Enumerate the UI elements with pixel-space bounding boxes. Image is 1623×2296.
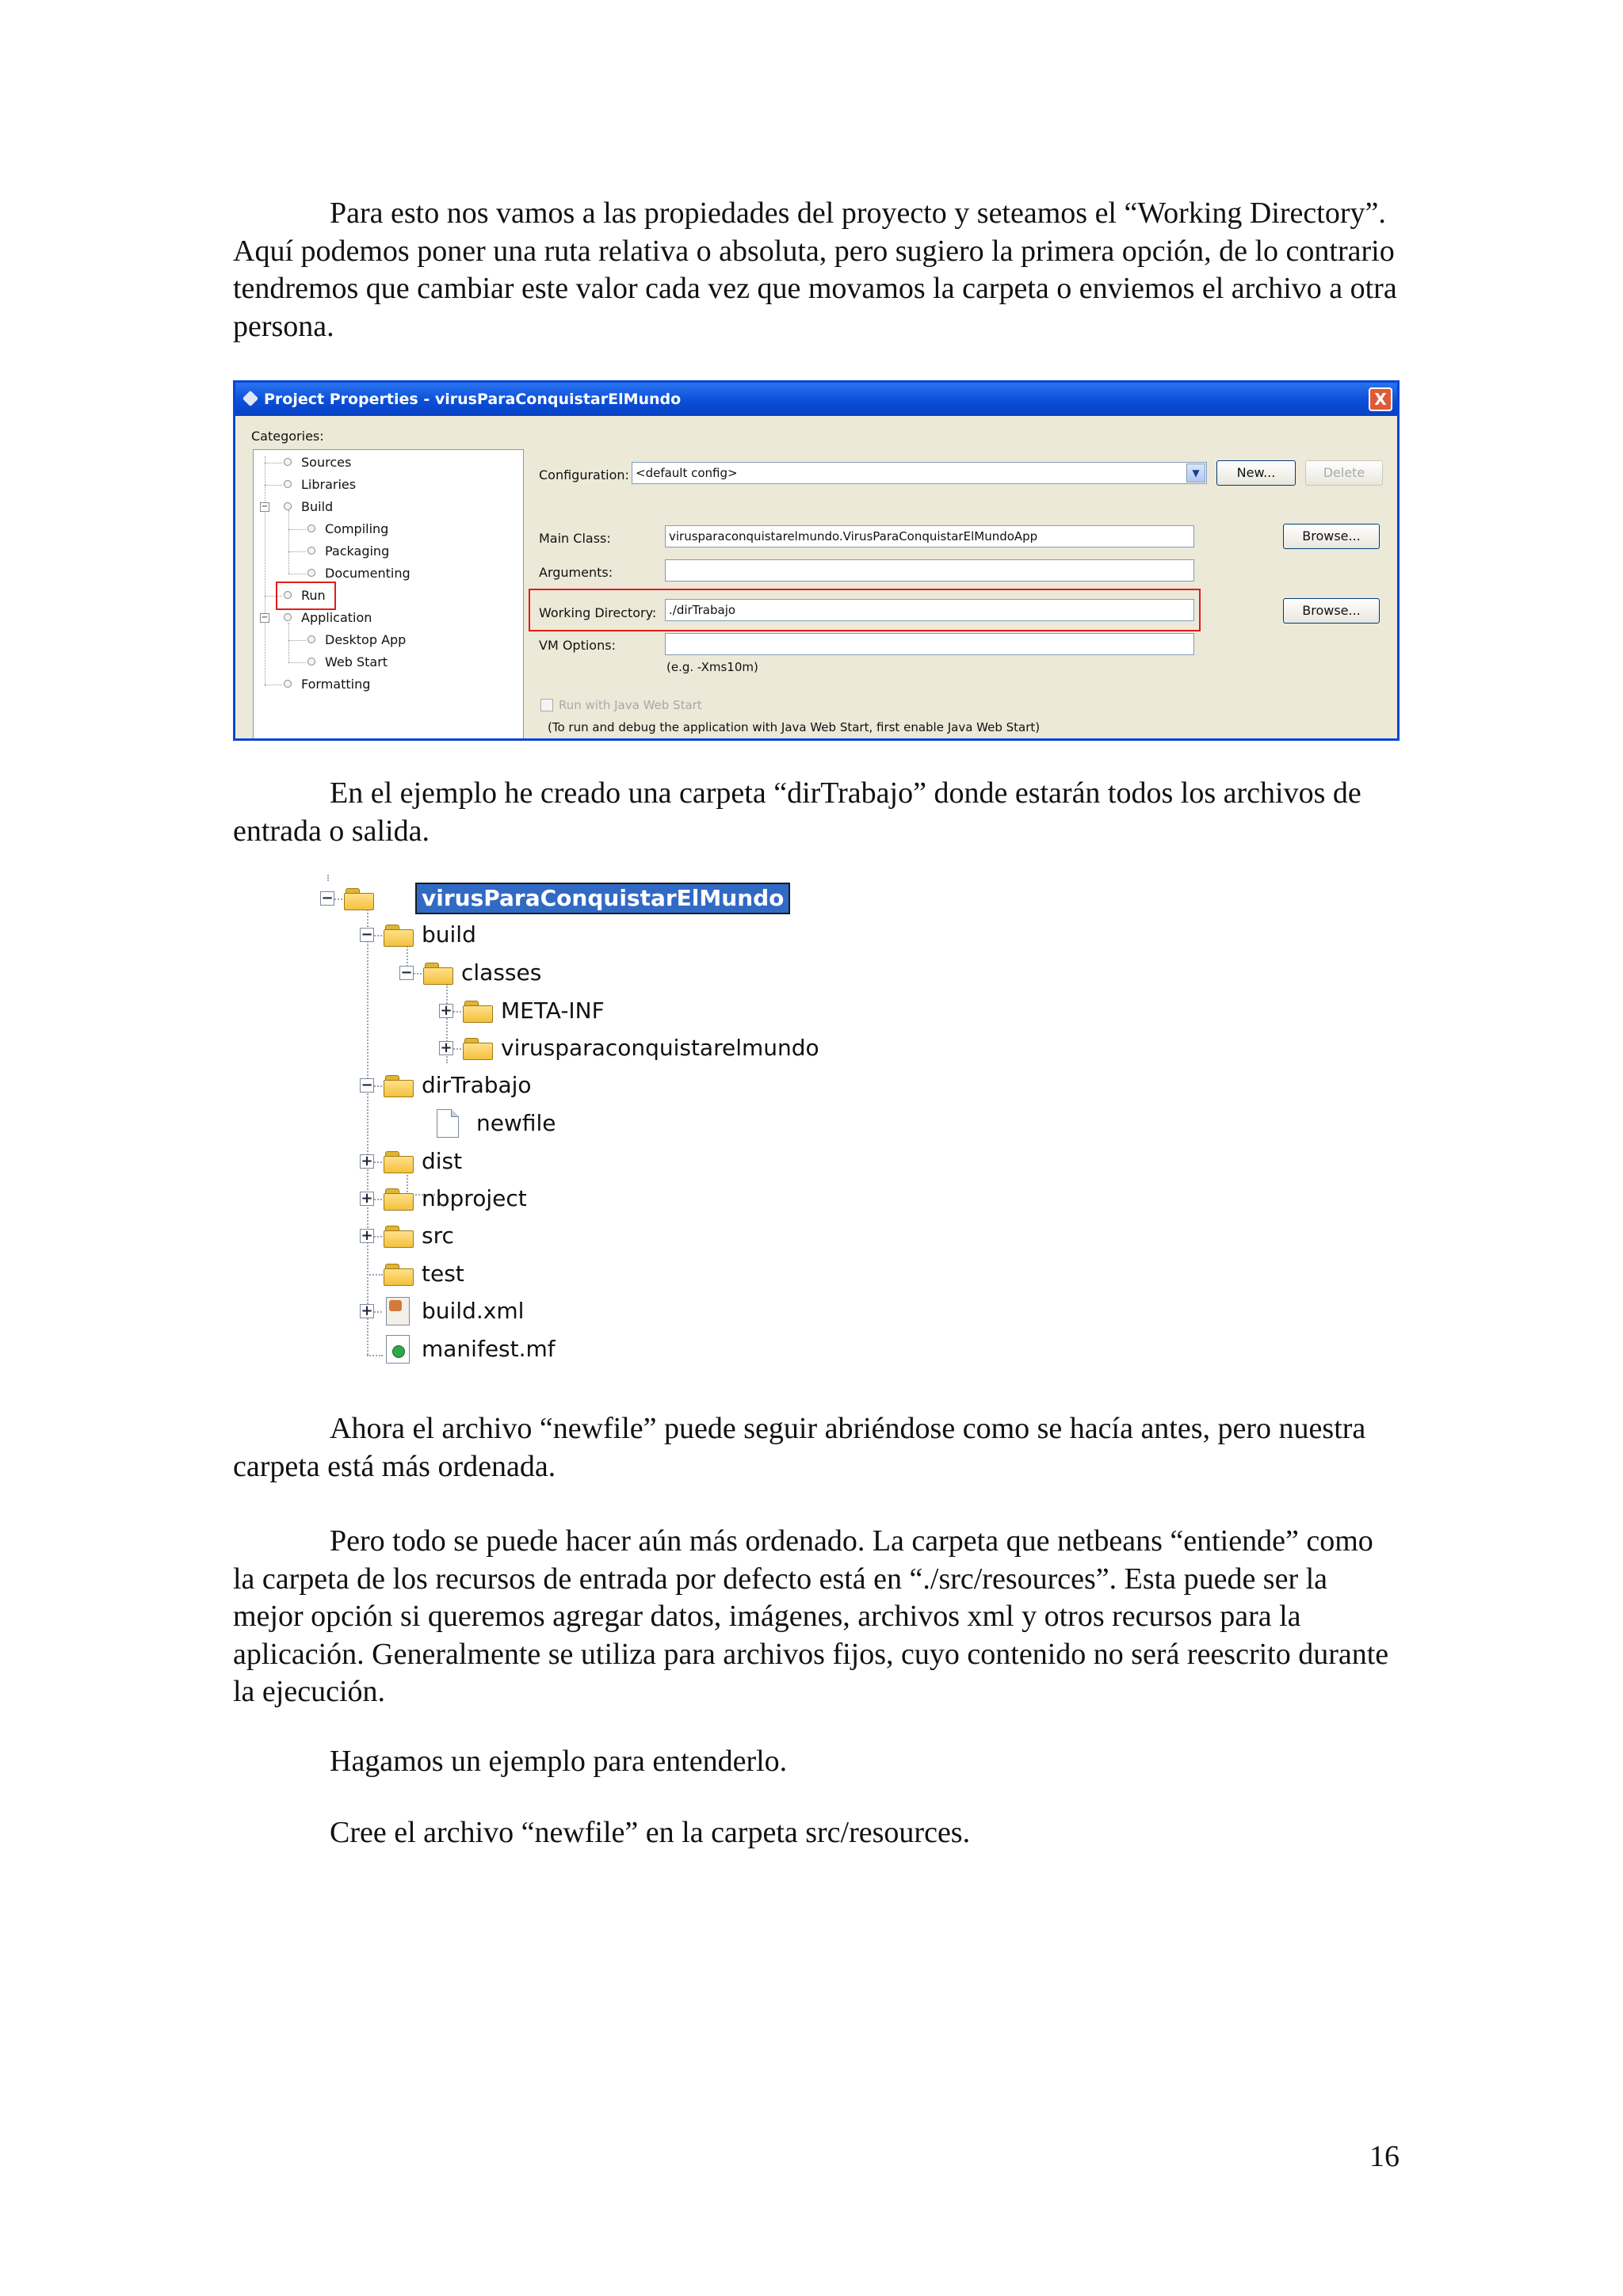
dialog-title: Project Properties - virusParaConquistarElMundo xyxy=(264,391,682,408)
run-web-start-label: Run with Java Web Start xyxy=(559,698,702,712)
node-icon xyxy=(284,480,292,488)
root-collapse-toggle[interactable]: − xyxy=(321,890,334,906)
node-icon xyxy=(284,613,292,621)
configuration-label: Configuration: xyxy=(539,467,629,482)
tree-node-src[interactable]: + src xyxy=(361,1222,454,1249)
working-directory-browse-button[interactable]: Browse... xyxy=(1283,598,1380,624)
netbeans-cube-icon xyxy=(242,391,258,406)
category-web-start[interactable]: Web Start xyxy=(307,654,388,669)
category-libraries[interactable]: Libraries xyxy=(284,477,356,492)
tree-node-test[interactable]: test xyxy=(360,1260,677,1288)
tree-node-root[interactable] xyxy=(320,884,827,913)
build-collapse-toggle[interactable]: − xyxy=(361,926,373,943)
arguments-input[interactable] xyxy=(665,559,1194,582)
tree-node-classes[interactable]: − classes xyxy=(400,959,542,986)
category-application[interactable]: Application xyxy=(284,610,372,625)
categories-label: Categories: xyxy=(251,429,324,444)
node-icon xyxy=(307,524,315,532)
build-collapse-toggle[interactable]: − xyxy=(261,502,269,511)
project-files-tree xyxy=(320,879,843,1371)
tree-node-dist[interactable]: + dist xyxy=(361,1148,463,1174)
project-properties-dialog xyxy=(233,380,1400,741)
node-icon xyxy=(284,680,292,688)
chevron-down-icon[interactable]: ▼ xyxy=(1186,463,1205,482)
category-compiling[interactable]: Compiling xyxy=(307,521,388,536)
folder-icon xyxy=(384,923,415,947)
dialog-titlebar xyxy=(235,383,1397,416)
main-class-input[interactable]: virusparaconquistarelmundo.VirusParaConquistarElMundoApp xyxy=(665,525,1194,547)
working-directory-input[interactable]: ./dirTrabajo xyxy=(665,599,1194,621)
folder-icon xyxy=(463,1036,495,1060)
root-label: virusParaConquistarElMundo xyxy=(417,884,789,913)
tree-node-build[interactable]: − build xyxy=(361,921,476,948)
folder-icon xyxy=(384,1187,415,1211)
file-icon xyxy=(437,1109,459,1138)
application-collapse-toggle[interactable]: − xyxy=(261,613,269,622)
category-run[interactable]: Run xyxy=(284,588,326,603)
working-directory-label: Working Directory: xyxy=(539,605,657,620)
tree-node-nbproject[interactable]: + nbproject xyxy=(361,1185,527,1211)
new-config-button[interactable]: New... xyxy=(1216,460,1296,486)
dir-trabajo-collapse-toggle[interactable]: − xyxy=(361,1077,373,1093)
tree-node-manifest[interactable]: manifest.mf xyxy=(360,1335,677,1363)
folder-icon xyxy=(384,1262,415,1286)
vm-options-input[interactable] xyxy=(665,633,1194,655)
arguments-label: Arguments: xyxy=(539,565,613,580)
folder-icon xyxy=(463,999,495,1023)
vm-options-hint: (e.g. -Xms10m) xyxy=(666,660,758,674)
run-highlight-box xyxy=(276,582,336,610)
tree-node-build-xml[interactable]: + build.xml xyxy=(361,1298,525,1324)
node-icon xyxy=(307,569,315,577)
package-expand-toggle[interactable]: + xyxy=(440,1039,453,1056)
delete-config-button[interactable]: Delete xyxy=(1305,460,1383,486)
tree-node-package[interactable]: + virusparaconquistarelmundo xyxy=(440,1035,819,1061)
main-class-browse-button[interactable]: Browse... xyxy=(1283,524,1380,549)
paragraph-working-directory: Para esto nos vamos a las propiedades del proyecto y seteamos el “Working Directory”. Aquí podemos poner una ruta relativa o absoluta, pero sugiero la primera opción, de lo contrario tendremos que cambiar este valor cada vez que movamos la carpeta o enviemos el archivo a otra persona. xyxy=(233,196,1397,343)
paragraph-ejemplo: Hagamos un ejemplo para entenderlo. xyxy=(330,1745,788,1778)
folder-icon xyxy=(384,1150,415,1173)
manifest-file-icon xyxy=(386,1335,410,1363)
paragraph-dir-trabajo: En el ejemplo he creado una carpeta “dirTrabajo” donde estarán todos los archivos de entrada o salida. xyxy=(233,776,1361,848)
main-class-label: Main Class: xyxy=(539,531,611,546)
dist-expand-toggle[interactable]: + xyxy=(361,1153,373,1169)
category-build[interactable]: Build xyxy=(284,499,333,514)
tree-node-newfile[interactable]: newfile xyxy=(435,1109,752,1138)
folder-icon xyxy=(423,961,455,985)
category-sources[interactable]: Sources xyxy=(284,455,351,470)
category-documenting[interactable]: Documenting xyxy=(307,566,411,581)
folder-icon xyxy=(384,1074,415,1097)
node-icon xyxy=(284,458,292,466)
category-desktop-app[interactable]: Desktop App xyxy=(307,632,406,647)
folder-icon xyxy=(344,887,376,910)
category-formatting[interactable]: Formatting xyxy=(284,677,370,692)
close-button[interactable]: X xyxy=(1369,387,1392,411)
category-packaging[interactable]: Packaging xyxy=(307,543,389,559)
classes-collapse-toggle[interactable]: − xyxy=(400,964,413,981)
vm-options-label: VM Options: xyxy=(539,638,616,653)
node-icon xyxy=(284,502,292,510)
xml-file-icon xyxy=(386,1297,410,1325)
node-icon xyxy=(307,635,315,643)
configuration-dropdown[interactable]: <default config> ▼ xyxy=(632,462,1207,484)
page-number: 16 xyxy=(1369,2140,1400,2173)
tree-node-dir-trabajo[interactable]: − dirTrabajo xyxy=(361,1072,532,1098)
nbproject-expand-toggle[interactable]: + xyxy=(361,1190,373,1207)
paragraph-resources: Pero todo se puede hacer aún más ordenado. La carpeta que netbeans “entiende” como la carpeta de los recursos de entrada por defecto está en “./src/resources”. Esta puede ser la mejor opción si queremos agregar datos, imágenes, archivos xml y otros recursos para la aplicación. Generalmente se utiliza para archivos fijos, cuyo contenido no será reescrito durante la ejecución. xyxy=(233,1524,1389,1708)
node-icon xyxy=(307,547,315,555)
node-icon xyxy=(307,658,315,666)
folder-icon xyxy=(384,1224,415,1248)
paragraph-newfile: Ahora el archivo “newfile” puede seguir abriéndose como se hacía antes, pero nuestra carpeta está más ordenada. xyxy=(233,1412,1366,1483)
build-xml-expand-toggle[interactable]: + xyxy=(361,1302,373,1319)
src-expand-toggle[interactable]: + xyxy=(361,1227,373,1244)
tree-node-meta-inf[interactable]: + META-INF xyxy=(440,997,605,1024)
paragraph-cree-archivo: Cree el archivo “newfile” en la carpeta src/resources. xyxy=(330,1816,971,1849)
categories-tree[interactable] xyxy=(253,449,524,741)
run-web-start-checkbox[interactable] xyxy=(540,699,553,711)
web-start-note: (To run and debug the application with Java Web Start, first enable Java Web Start) xyxy=(548,720,1041,734)
meta-inf-expand-toggle[interactable]: + xyxy=(440,1002,453,1019)
